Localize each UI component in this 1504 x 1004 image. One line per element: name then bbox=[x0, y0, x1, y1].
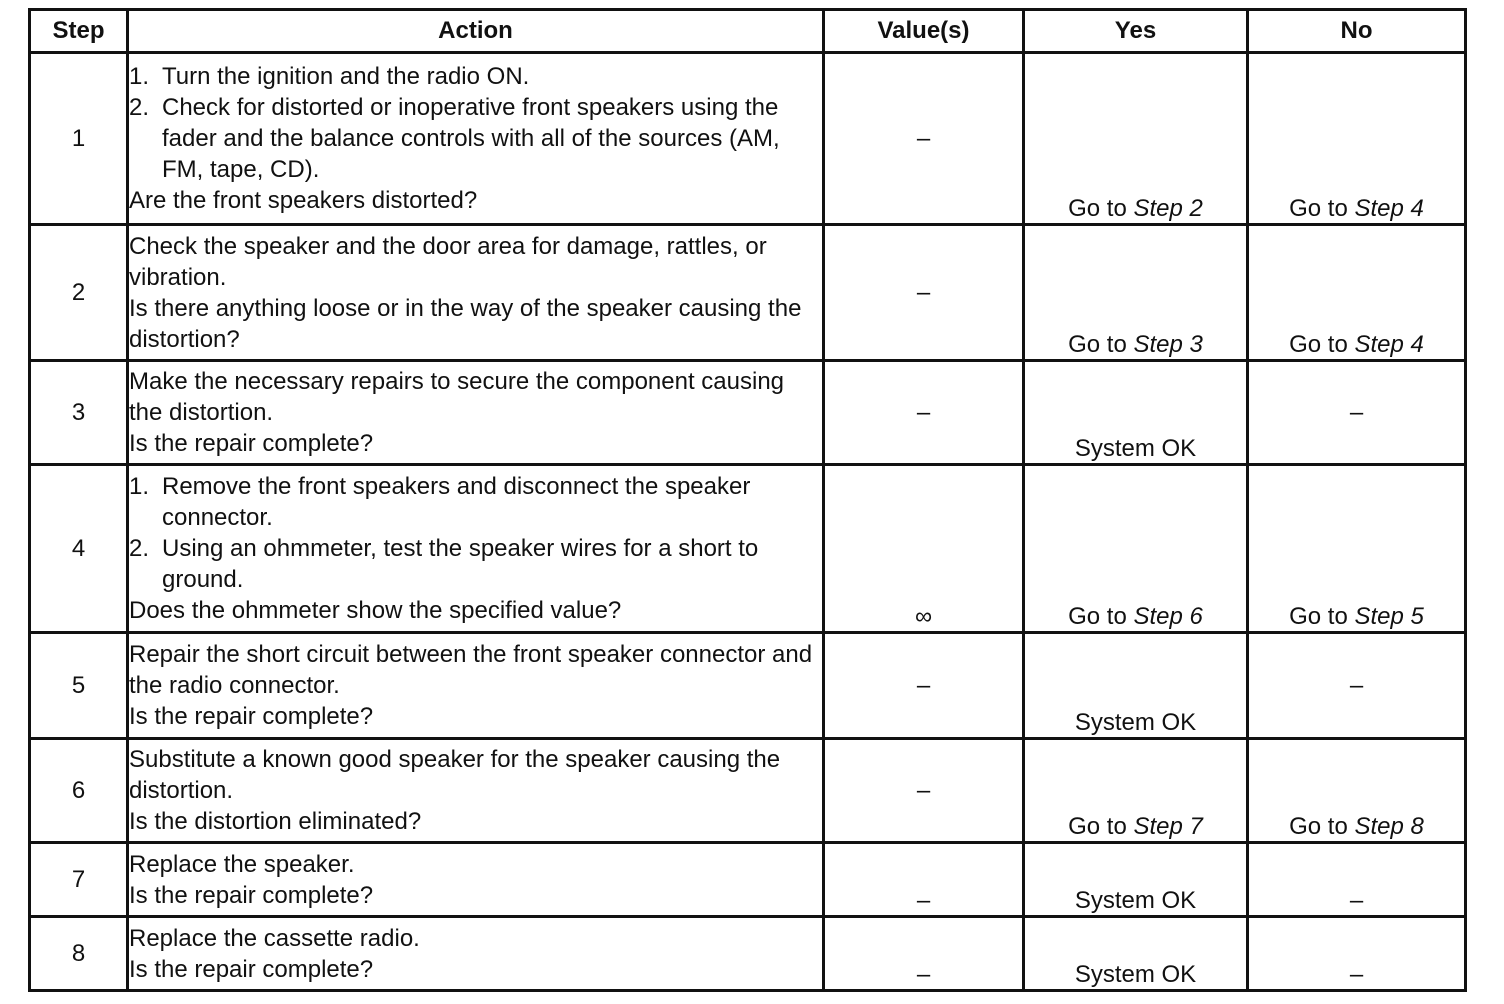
header-yes: Yes bbox=[1024, 10, 1248, 53]
no-cell bbox=[1248, 225, 1466, 361]
action-text: Using an ohmmeter, test the speaker wires for a short to ground. bbox=[162, 535, 759, 593]
no-cell bbox=[1248, 739, 1466, 843]
yes-prefix: Go to bbox=[1068, 603, 1134, 630]
table-row bbox=[30, 53, 1466, 225]
action-question: Does the ohmmeter show the specified value? bbox=[129, 597, 622, 624]
yes-step-ref: Step 6 bbox=[1133, 603, 1203, 630]
yes-cell bbox=[1024, 739, 1248, 843]
action-cell bbox=[128, 739, 824, 843]
no-cell bbox=[1248, 465, 1466, 633]
no-step-ref: Step 4 bbox=[1354, 331, 1424, 358]
value-cell: ∞ bbox=[824, 465, 1024, 633]
header-no: No bbox=[1248, 10, 1466, 53]
no-cell bbox=[1248, 53, 1466, 225]
table-row bbox=[30, 843, 1466, 917]
action-question: Is the distortion eliminated? bbox=[129, 808, 422, 835]
list-number: 2. bbox=[129, 535, 150, 562]
table-row bbox=[30, 739, 1466, 843]
action-cell bbox=[128, 917, 824, 991]
yes-prefix: Go to bbox=[1068, 195, 1134, 222]
action-text: Replace the speaker. bbox=[129, 850, 355, 878]
no-prefix: Go to bbox=[1289, 331, 1355, 358]
value-cell: – bbox=[824, 917, 1024, 991]
action-text: Remove the front speakers and disconnect the speaker connector. bbox=[162, 473, 751, 531]
yes-step-ref: Step 7 bbox=[1133, 813, 1203, 840]
value-cell: – bbox=[824, 225, 1024, 361]
value-cell: – bbox=[824, 739, 1024, 843]
no-cell: – bbox=[1248, 361, 1466, 465]
yes-step-ref: Step 2 bbox=[1133, 195, 1203, 222]
step-number: 5 bbox=[30, 633, 128, 739]
action-list-item bbox=[129, 533, 822, 595]
yes-step-ref: Step 3 bbox=[1133, 331, 1203, 358]
action-question: Is there anything loose or in the way of the speaker causing the distortion? bbox=[129, 294, 802, 353]
action-question: Is the repair complete? bbox=[129, 430, 374, 457]
action-text: Turn the ignition and the radio ON. bbox=[162, 63, 530, 90]
action-question: Is the repair complete? bbox=[129, 703, 374, 730]
action-cell bbox=[128, 53, 824, 225]
yes-prefix: Go to bbox=[1068, 331, 1134, 358]
action-list-item bbox=[129, 471, 822, 533]
list-number: 1. bbox=[129, 63, 150, 90]
yes-prefix: Go to bbox=[1068, 813, 1134, 840]
action-text: Substitute a known good speaker for the speaker causing the distortion. bbox=[129, 746, 781, 804]
action-list-item bbox=[129, 92, 822, 185]
action-text: Check for distorted or inoperative front speakers using the fader and the balance controls with all of the sources (AM, FM, tape, CD). bbox=[162, 94, 780, 183]
header-row bbox=[30, 10, 1466, 53]
list-number: 2. bbox=[129, 94, 150, 121]
no-step-ref: Step 4 bbox=[1354, 195, 1424, 222]
table-row bbox=[30, 633, 1466, 739]
action-text: Make the necessary repairs to secure the component causing the distortion. bbox=[129, 368, 785, 426]
table-row bbox=[30, 361, 1466, 465]
step-number: 2 bbox=[30, 225, 128, 361]
value-cell: – bbox=[824, 53, 1024, 225]
no-cell: – bbox=[1248, 917, 1466, 991]
step-number: 7 bbox=[30, 843, 128, 917]
action-question: Is the repair complete? bbox=[129, 955, 374, 983]
yes-cell bbox=[1024, 465, 1248, 633]
yes-cell bbox=[1024, 53, 1248, 225]
no-step-ref: Step 8 bbox=[1354, 813, 1424, 840]
table-row bbox=[30, 465, 1466, 633]
action-text: Check the speaker and the door area for damage, rattles, or vibration. bbox=[129, 232, 767, 291]
diagnostic-table bbox=[28, 8, 1467, 992]
no-step-ref: Step 5 bbox=[1354, 603, 1424, 630]
action-text: Replace the cassette radio. bbox=[129, 924, 420, 952]
action-cell bbox=[128, 225, 824, 361]
step-number: 3 bbox=[30, 361, 128, 465]
action-question: Is the repair complete? bbox=[129, 881, 374, 909]
step-number: 1 bbox=[30, 53, 128, 225]
step-number: 4 bbox=[30, 465, 128, 633]
table-row bbox=[30, 917, 1466, 991]
action-question: Are the front speakers distorted? bbox=[129, 187, 478, 214]
yes-cell: System OK bbox=[1024, 361, 1248, 465]
no-cell: – bbox=[1248, 633, 1466, 739]
action-cell bbox=[128, 361, 824, 465]
action-cell bbox=[128, 465, 824, 633]
action-cell bbox=[128, 633, 824, 739]
no-cell: – bbox=[1248, 843, 1466, 917]
no-prefix: Go to bbox=[1289, 603, 1355, 630]
list-number: 1. bbox=[129, 473, 150, 500]
no-prefix: Go to bbox=[1289, 195, 1355, 222]
step-number: 8 bbox=[30, 917, 128, 991]
header-values: Value(s) bbox=[824, 10, 1024, 53]
header-step: Step bbox=[30, 10, 128, 53]
value-cell: – bbox=[824, 633, 1024, 739]
action-cell bbox=[128, 843, 824, 917]
header-action: Action bbox=[128, 10, 824, 53]
value-cell: – bbox=[824, 361, 1024, 465]
step-number: 6 bbox=[30, 739, 128, 843]
yes-cell bbox=[1024, 225, 1248, 361]
no-prefix: Go to bbox=[1289, 813, 1355, 840]
yes-cell: System OK bbox=[1024, 843, 1248, 917]
action-list-item bbox=[129, 61, 822, 92]
table-row bbox=[30, 225, 1466, 361]
value-cell: – bbox=[824, 843, 1024, 917]
yes-cell: System OK bbox=[1024, 633, 1248, 739]
yes-cell: System OK bbox=[1024, 917, 1248, 991]
action-text: Repair the short circuit between the front speaker connector and the radio connector. bbox=[129, 641, 813, 699]
